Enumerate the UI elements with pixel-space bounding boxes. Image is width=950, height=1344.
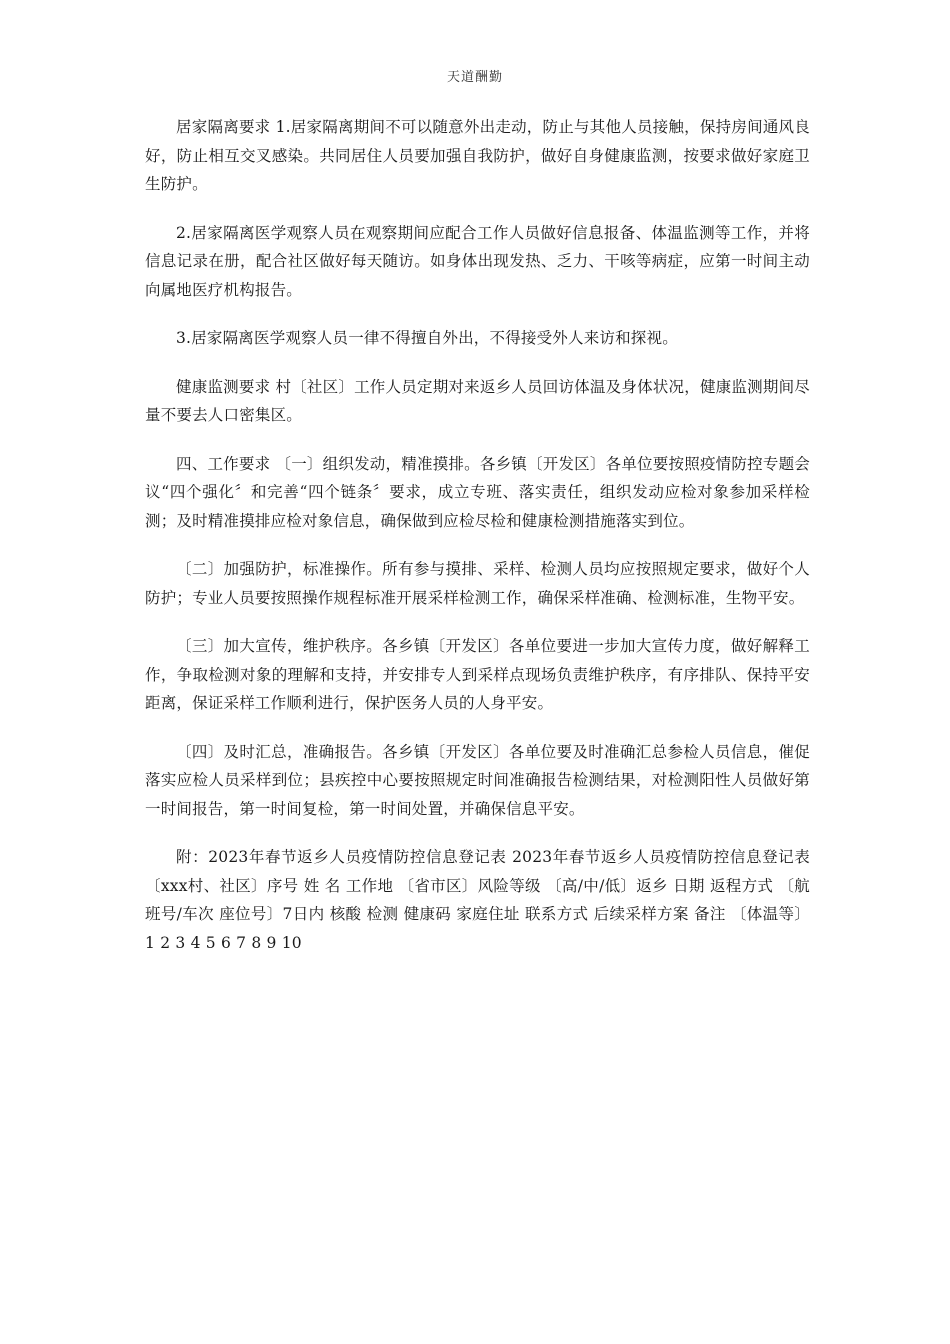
document-body <box>145 113 810 977</box>
paragraph-health-monitoring: 健康监测要求 村〔社区〕工作人员定期对来返乡人员回访体温及身体状况，健康监测期间尽量不要去人口密集区。 <box>145 377 810 424</box>
paragraph-no-going-out: 3.居家隔离医学观察人员一律不得擅自外出，不得接受外人来访和探视。 <box>176 329 678 347</box>
paragraph-home-isolation: 居家隔离要求 1.居家隔离期间不可以随意外出走动，防止与其他人员接触，保持房间通风良好，防止相互交叉感染。共同居住人员要加强自我防护，做好自身健康监测，按要求做好家庭卫生防护。 <box>145 118 810 193</box>
paragraph-reporting: 〔四〕及时汇总，准确报告。各乡镇〔开发区〕各单位要及时准确汇总参检人员信息，催促落实应检人员采样到位；县疾控中心要按照规定时间准确报告检测结果，对检测阳性人员做好第一时间报告，第一时间复检，第一时间处置，并确保信息平安。 <box>145 742 810 818</box>
paragraph-protection: 〔二〕加强防护，标准操作。所有参与摸排、采样、检测人员均应按照规定要求，做好个人防护；专业人员要按照操作规程标准开展采样检测工作，确保采样准确、检测标准，生物平安。 <box>145 560 810 607</box>
page-header: 天道酬勤 <box>446 70 503 85</box>
paragraph-appendix-form: 附：2023年春节返乡人员疫情防控信息登记表 2023年春节返乡人员疫情防控信息登记表 〔xxx村、社区〕序号 姓 名 工作地 〔省市区〕风险等级 〔高/中/低〕返乡 日期 返程方式 〔航班号/车次 座位号〕7日内 核酸 检测 健康码 家庭住址 联系方式 后续采样方案 备注 〔体温等〕1 2 3 4 5 6 7 8 9 10 <box>145 848 810 952</box>
paragraph-publicity: 〔三〕加大宣传，维护秩序。各乡镇〔开发区〕各单位要进一步加大宣传力度，做好解释工作，争取检测对象的理解和支持，并安排专人到采样点现场负责维护秩序，有序排队、保持平安距离，保证采样工作顺利进行，保护医务人员的人身平安。 <box>145 637 810 712</box>
paragraph-work-requirements: 四、工作要求 〔一〕组织发动，精准摸排。各乡镇〔开发区〕各单位要按照疫情防控专题会议“四个强化〞和完善“四个链条〞要求，成立专班、落实责任，组织发动应检对象参加采样检测；及时精准摸排应检对象信息，确保做到应检尽检和健康检测措施落实到位。 <box>145 454 810 530</box>
paragraph-observation-reporting: 2.居家隔离医学观察人员在观察期间应配合工作人员做好信息报备、体温监测等工作，并将信息记录在册，配合社区做好每天随访。如身体出现发热、乏力、干咳等病症，应第一时间主动向属地医疗机构报告。 <box>145 223 810 299</box>
